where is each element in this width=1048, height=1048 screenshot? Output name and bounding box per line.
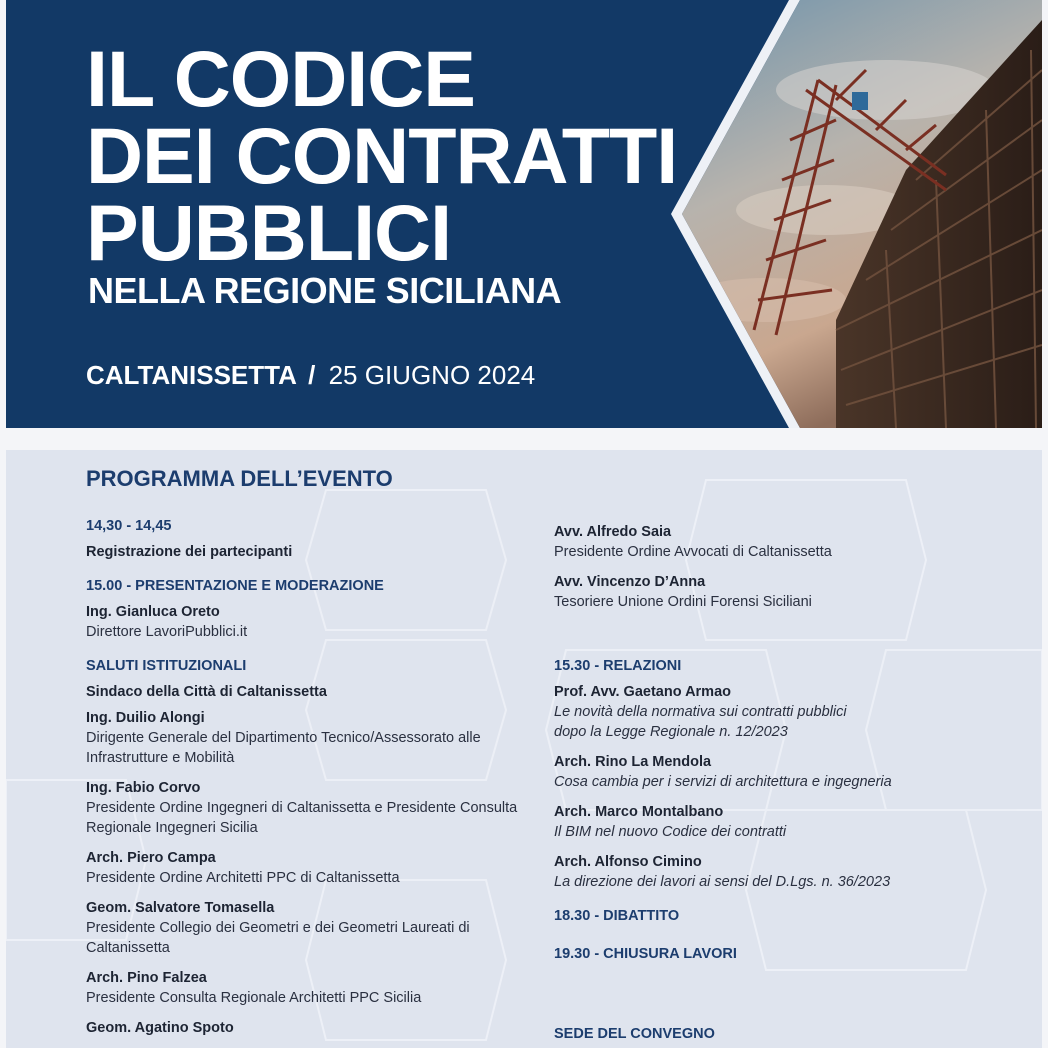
- title-line-3: PUBBLICI: [86, 188, 452, 277]
- moderator-role: Direttore LavoriPubblici.it: [86, 624, 248, 640]
- event-title: [86, 34, 678, 277]
- debate-block: [554, 906, 1024, 926]
- event-subtitle: NELLA REGIONE SICILIANA: [88, 270, 562, 311]
- speaker-name: Arch. Pino Falzea: [86, 970, 207, 986]
- closing-block: [554, 944, 1024, 964]
- talk-topic-line: La direzione dei lavori ai sensi del D.Lgs. n. 36/2023: [554, 874, 891, 890]
- venue-block: [554, 1024, 1024, 1044]
- speaker-name: Arch. Piero Campa: [86, 850, 216, 866]
- speaker-role: Presidente Ordine Architetti PPC di Caltanissetta: [86, 870, 400, 886]
- speaker-name: Avv. Vincenzo D’Anna: [554, 574, 706, 590]
- talk-topic-line: Le novità della normativa sui contratti pubblici: [554, 704, 847, 720]
- title-line-2: DEI CONTRATTI: [86, 111, 678, 200]
- speaker-item: [554, 572, 1024, 612]
- speaker-role: Tesoriere Unione Ordini Forensi Siciliani: [554, 594, 812, 610]
- registration-time: 14,30 - 14,45: [86, 518, 172, 534]
- reports-heading: 15.30 - RELAZIONI: [554, 658, 682, 674]
- registration-label: Registrazione dei partecipanti: [86, 544, 293, 560]
- program-right-column: [554, 522, 1024, 1048]
- talk-item: [554, 802, 1024, 842]
- event-location-date: [86, 360, 535, 391]
- program-left-column: [86, 516, 526, 1048]
- talk-speaker: Arch. Rino La Mendola: [554, 754, 712, 770]
- talk-item: [554, 682, 1024, 742]
- greetings-heading-block: [86, 656, 526, 702]
- speaker-role: Presidente Ordine Ingegneri di Caltanissetta e Presidente Consulta Regionale Ingegneri Sicilia: [86, 800, 518, 836]
- closing-heading: 19.30 - CHIUSURA LAVORI: [554, 946, 737, 962]
- speaker-item: [86, 968, 526, 1008]
- speaker-role: Presidente Collegio dei Geometri e dei Geometri Laureati di Caltanissetta: [86, 920, 470, 956]
- speaker-item: [86, 1018, 526, 1038]
- reports-heading-block: [554, 656, 1024, 676]
- speaker-item: [86, 898, 526, 958]
- event-date: 25 GIUGNO 2024: [328, 360, 536, 390]
- presentation-heading: 15.00 - PRESENTAZIONE E MODERAZIONE: [86, 578, 384, 594]
- header-banner: [6, 0, 1042, 428]
- separator: /: [308, 360, 316, 390]
- speaker-name: Geom. Salvatore Tomasella: [86, 900, 275, 916]
- greetings-heading: SALUTI ISTITUZIONALI: [86, 658, 247, 674]
- speaker-item: [554, 522, 1024, 562]
- talk-item: [554, 852, 1024, 892]
- speaker-name: Ing. Duilio Alongi: [86, 710, 205, 726]
- speaker-name: Avv. Alfredo Saia: [554, 524, 672, 540]
- speaker-role: Dirigente Generale del Dipartimento Tecnico/Assessorato alle Infrastrutture e Mobilità: [86, 730, 481, 766]
- event-city: CALTANISSETTA: [86, 360, 297, 390]
- speaker-role: Presidente Ordine Avvocati di Caltanissetta: [554, 544, 832, 560]
- moderator-name: Ing. Gianluca Oreto: [86, 604, 220, 620]
- title-line-1: IL CODICE: [86, 34, 475, 123]
- presentation-block: [86, 576, 526, 642]
- talk-topic-line: Cosa cambia per i servizi di architettura e ingegneria: [554, 774, 892, 790]
- program-title: PROGRAMMA DELL’EVENTO: [86, 466, 393, 491]
- speaker-name: Ing. Fabio Corvo: [86, 780, 201, 796]
- speaker-item: [86, 708, 526, 768]
- speaker-role: Presidente Consulta Regionale Architetti PPC Sicilia: [86, 990, 422, 1006]
- talk-item: [554, 752, 1024, 792]
- speaker-item: [86, 848, 526, 888]
- talk-topic-line: dopo la Legge Regionale n. 12/2023: [554, 724, 788, 740]
- registration-block: [86, 516, 526, 562]
- mayor-label: Sindaco della Città di Caltanissetta: [86, 684, 327, 700]
- speaker-item: [86, 778, 526, 838]
- talk-speaker: Arch. Alfonso Cimino: [554, 854, 702, 870]
- talk-speaker: Arch. Marco Montalbano: [554, 804, 724, 820]
- speaker-name: Geom. Agatino Spoto: [86, 1020, 234, 1036]
- talk-speaker: Prof. Avv. Gaetano Armao: [554, 684, 731, 700]
- debate-heading: 18.30 - DIBATTITO: [554, 908, 680, 924]
- talk-topic-line: Il BIM nel nuovo Codice dei contratti: [554, 824, 787, 840]
- divider-strip: [6, 428, 1042, 450]
- venue-heading: SEDE DEL CONVEGNO: [554, 1026, 715, 1042]
- event-poster: [6, 0, 1042, 1048]
